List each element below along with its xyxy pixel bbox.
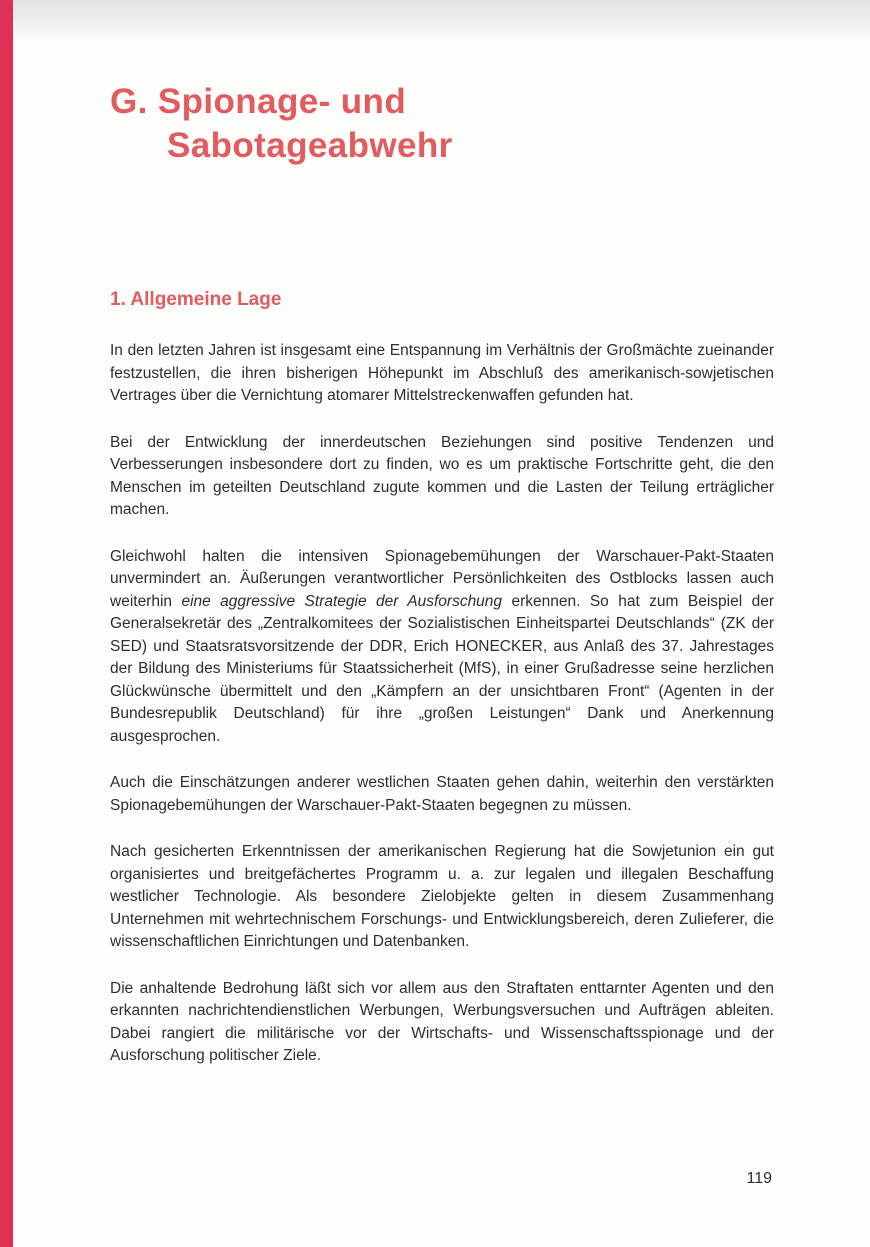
paragraph-2: Bei der Entwicklung der innerdeutschen Beziehungen sind positive Tendenzen und Verbesserungen insbesondere dort zu finden, wo es um praktische Fortschritte geht, die den Menschen im geteilten Deutschland zugute kommen und die Lasten der Teilung erträglicher machen. xyxy=(110,433,774,518)
chapter-title-line2: Sabotageabwehr xyxy=(167,126,453,165)
paragraph-4: Auch die Einschätzungen anderer westlichen Staaten gehen dahin, weiterhin den verstärkten Spionagebemühungen der Warschauer-Pakt-Staaten begegnen zu müssen. xyxy=(110,774,774,814)
page-number: 119 xyxy=(746,1170,772,1187)
body-text xyxy=(110,340,774,1068)
paragraph-3 xyxy=(110,546,774,749)
paragraph-3-italic: eine aggressive Strategie der Ausforschung xyxy=(181,592,503,610)
paragraph-6: Die anhaltende Bedrohung läßt sich vor allem aus den Straftaten enttarnter Agenten und den erkannten nachrichtendienstlichen Werbungen, Werbungsversuchen und Aufträgen ableiten. Dabei rangiert die militärische vor der Wirtschafts- und Wissenschaftsspionage und der Ausforschung politischer Ziele. xyxy=(110,979,774,1064)
paragraph-1: In den letzten Jahren ist insgesamt eine Entspannung im Verhältnis der Großmächte zueinander festzustellen, die ihren bisherigen Höhepunkt im Abschluß des amerikanisch-sowjetischen Vertrages über die Vernichtung atomarer Mittelstreckenwaffen gefunden hat. xyxy=(110,342,774,404)
section-heading: 1. Allgemeine Lage xyxy=(110,289,282,310)
chapter-title xyxy=(110,80,774,168)
paragraph-3-pre: Gleichwohl halten die intensiven Spionagebemühungen der Warschauer-Pakt-Staaten unvermindert an. Äußerungen verantwortlicher Persönlichkeiten des Ostblocks lassen auch weiterhin xyxy=(110,547,774,610)
paragraph-5: Nach gesicherten Erkenntnissen der amerikanischen Regierung hat die Sowjetunion ein gut organisiertes und breitgefächertes Programm u. a. zur legalen und illegalen Beschaffung westlicher Technologie. Als besondere Zielobjekte gelten in diesem Zusammenhang Unternehmen mit wehrtechnischem Forschungs- und Entwicklungsbereich, deren Zulieferer, die wissenschaftlichen Einrichtungen und Datenbanken. xyxy=(110,843,774,950)
chapter-title-line1: G. Spionage- und xyxy=(110,82,407,121)
paragraph-3-post: erkennen. So hat zum Beispiel der Generalsekretär des „Zentralkomitees der Sozialistischen Einheitspartei Deutschlands“ (ZK der SED) und Staatsratsvorsitzende der DDR, Erich HONECKER, aus Anlaß des 37. Jahrestages der Bildung des Ministeriums für Staatssicherheit (MfS), in einer Grußadresse seine herzlichen Glückwünsche übermittelt und den „Kämpfern an der unsichtbaren Front“ (Agenten in der Bundesrepublik Deutschland) für ihre „großen Leistungen“ Dank und Anerkennung ausgesprochen. xyxy=(110,592,774,745)
